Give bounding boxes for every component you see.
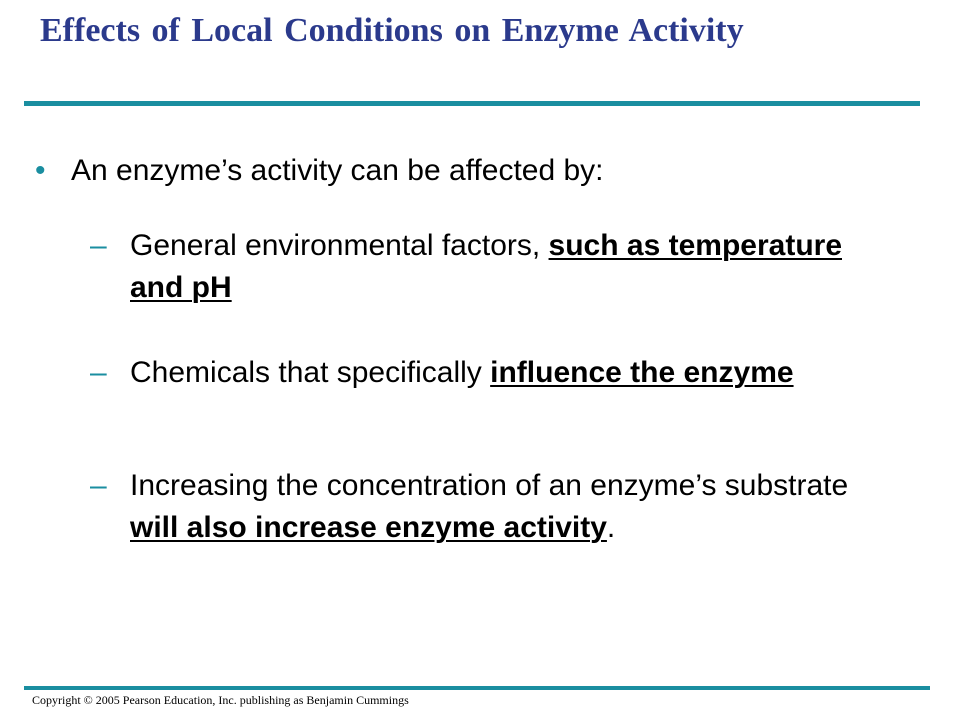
emphasized-text: such as temperature and pH bbox=[130, 229, 842, 304]
footer-divider bbox=[24, 686, 930, 690]
title-divider bbox=[24, 101, 920, 106]
sub-bullet-plain-text: Increasing the concentration of an enzyme’s substrate bbox=[130, 469, 849, 502]
dash-marker: – bbox=[90, 469, 107, 502]
slide-title: Effects of Local Conditions on Enzyme Activity bbox=[40, 12, 744, 49]
dash-marker: – bbox=[90, 229, 107, 262]
dash-marker: – bbox=[90, 356, 107, 389]
sub-bullet-text bbox=[130, 352, 850, 394]
sub-bullet-plain-text: Chemicals that specifically bbox=[130, 356, 491, 389]
emphasized-text: will also increase enzyme activity bbox=[130, 511, 607, 544]
bullet-marker: • bbox=[35, 154, 46, 187]
trailing-text: . bbox=[606, 511, 616, 544]
main-bullet bbox=[35, 152, 604, 190]
sub-bullet-text bbox=[130, 465, 850, 549]
sub-bullet-text bbox=[130, 225, 850, 309]
main-bullet-text: An enzyme’s activity can be affected by: bbox=[71, 154, 604, 187]
copyright-notice: Copyright © 2005 Pearson Education, Inc. publishing as Benjamin Cummings bbox=[32, 693, 409, 707]
sub-bullet-plain-text: General environmental factors, bbox=[130, 229, 549, 262]
emphasized-text: influence the enzyme bbox=[490, 356, 794, 389]
